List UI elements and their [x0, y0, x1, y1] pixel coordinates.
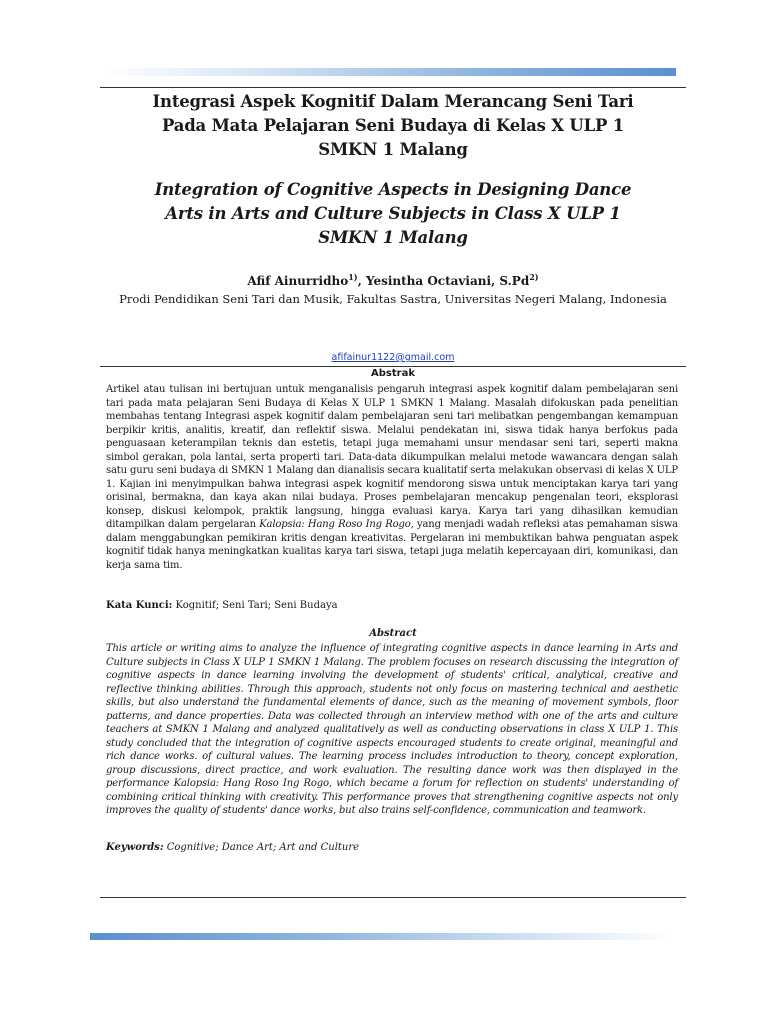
kata-kunci [106, 599, 678, 613]
keywords-values: Cognitive; Dance Art; Art and Culture [163, 842, 360, 853]
abstrak-text-part-1: Artikel atau tulisan ini bertujuan untuk menganalisis pengaruh integrasi aspek kognitif dalam pembelajaran seni tari pada mata pelajaran Seni Budaya di Kelas X ULP 1 SMKN 1 Malang. Masalah difokuskan pada penelitian membahas tentang Integrasi aspek kognitif dalam pembelajaran seni tari melibatkan pengembangan kemampuan berpikir kritis, analitis, kreatif, dan reflektif siswa. Melalui pendekatan ini, siswa tidak hanya berfokus pada penguasaan keterampilan teknis dan estetis, tetapi juga memahami unsur mendasar seni tari, seperti makna simbol gerakan, pola lantai, serta properti tari. Data-data dikumpulkan melalui metode wawancara dengan salah satu guru seni budaya di SMKN 1 Malang dan dianalisis secara kualitatif serta melakukan observasi di kelas X ULP 1. Kajian ini menyimpulkan bahwa integrasi aspek kognitif mendorong siswa untuk menciptakan karya tari yang orisinal, bermakna, dan kaya akan nilai budaya. Proses pembelajaran mencakup pengenalan teori, eksplorasi konsep, diskusi kelompok, praktik langsung, hingga evaluasi karya. Karya tari yang dihasilkan kemudian ditampilkan dalam pergelaran [106, 384, 678, 530]
header-decorative-bar [100, 68, 676, 76]
abstract-heading: Abstract [369, 628, 417, 639]
keywords-label: Keywords: [106, 842, 164, 853]
author-1-name: Afif Ainurridho [247, 274, 349, 288]
footer-decorative-bar [90, 933, 676, 940]
title-id-line-3: SMKN 1 Malang [318, 140, 468, 159]
title-id-line-1: Integrasi Aspek Kognitif Dalam Merancang Seni Tari [152, 92, 634, 111]
title-id-line-2: Pada Mata Pelajaran Seni Budaya di Kelas X ULP 1 [161, 116, 625, 135]
affiliation: Prodi Pendidikan Seni Tari dan Musik, Fakultas Sastra, Universitas Negeri Malang, Indonesia [119, 292, 667, 306]
header-rule [100, 87, 686, 88]
abstrak-heading: Abstrak [371, 368, 415, 379]
author-list [100, 268, 686, 290]
title-en-line-1: Integration of Cognitive Aspects in Designing Dance [154, 180, 632, 199]
abstrak-text-part-2: , yang menjadi wadah refleksi atas pemahaman siswa dalam menggabungkan pemikiran kritis dengan kreativitas. Pergelaran ini membuktikan bahwa penguatan aspek kognitif tidak hanya meningkatkan kualitas karya tari siswa, tetapi juga melatih kepercayaan diri, komunikasi, dan kerja sama tim. [106, 519, 678, 571]
kata-kunci-values: Kognitif; Seni Tari; Seni Budaya [172, 600, 338, 611]
keywords [106, 841, 678, 855]
abstrak-performance-title: Kalopsia: Hang Roso Ing Rogo [259, 519, 411, 530]
author-separator: , [357, 274, 366, 288]
abstract-bottom-rule [100, 897, 686, 898]
author-2-name: Yesintha Octaviani, S.Pd [365, 274, 530, 288]
author-1-marker: 1) [348, 272, 358, 282]
title-english [100, 178, 686, 250]
title-indonesian [100, 90, 686, 162]
email-link[interactable]: afifainur1122@gmail.com [331, 352, 455, 363]
title-en-line-2: Arts in Arts and Culture Subjects in Class X ULP 1 [165, 204, 621, 223]
abstract-body: This article or writing aims to analyze the influence of integrating cognitive aspects in dance learning in Arts and Culture subjects in Class X ULP 1 SMKN 1 Malang. The problem focuses on research discussing the integration of cognitive aspects in dance learning involving the development of students' critical, analytical, creative and reflective thinking abilities. Through this approach, students not only focus on mastering technical and aesthetic skills, but also understand the fundamental elements of dance, such as the meaning of movement symbols, floor patterns, and dance properties. Data was collected through an interview method with one of the arts and culture teachers at SMKN 1 Malang and analyzed qualitatively as well as conducting observations in class X ULP 1. This study concluded that the integration of cognitive aspects encouraged students to create original, meaningful and rich dance works. of cultural values. The learning process includes introduction to theory, concept exploration, group discussions, direct practice, and work evaluation. The resulting dance work was then displayed in the performance Kalopsia: Hang Roso Ing Rogo, which became a forum for reflection on students' understanding of combining critical thinking with creativity. This performance proves that strengthening cognitive aspects not only improves the quality of students' dance works, but also trains self-confidence, communication and teamwork. [106, 643, 678, 816]
abstrak-body [106, 383, 678, 572]
title-en-line-3: SMKN 1 Malang [318, 228, 468, 247]
kata-kunci-label: Kata Kunci: [106, 600, 173, 611]
author-2-marker: 2) [529, 272, 539, 282]
